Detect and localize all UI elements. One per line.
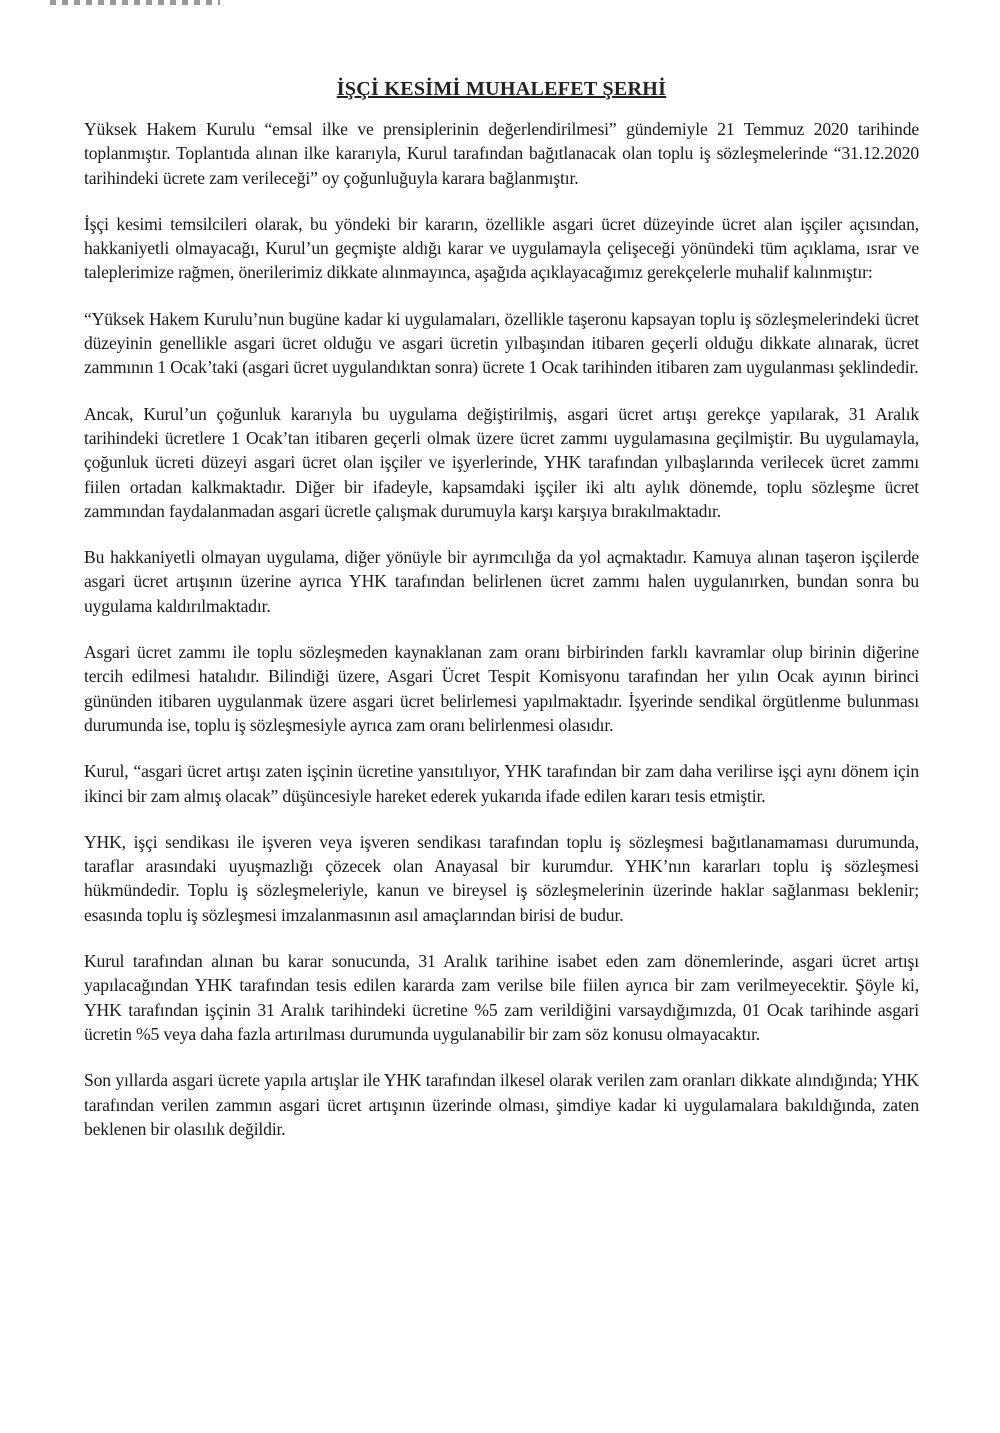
paragraph: Bu hakkaniyetli olmayan uygulama, diğer yönüyle bir ayrımcılığa da yol açmaktadır. Kamuya alınan taşeron işçilerde asgari ücret artışının üzerine ayrıca YHK tarafından belirlenen ücret zammı halen uygulanırken, bundan sonra bu uygulama kaldırılmaktadır. <box>84 547 919 616</box>
paragraph: Kurul, “asgari ücret artışı zaten işçinin ücretine yansıtılıyor, YHK tarafından bir zam daha verilirse işçi aynı dönem için ikinci bir zam almış olacak” düşüncesiyle hareket ederek yukarıda ifade edilen kararı tesis etmiştir. <box>84 761 919 806</box>
paragraph: İşçi kesimi temsilcileri olarak, bu yöndeki bir kararın, özellikle asgari ücret düzeyinde ücret alan işçiler açısından, hakkaniyetli olmayacağı, Kurul’un geçmişte aldığı karar ve uygulamayla çelişeceği yönündeki tüm açıklama, ısrar ve taleplerimize rağmen, önerilerimiz dikkate alınmayınca, aşağıda açıklayacağımız gerekçelerle muhalif kalınmıştır: <box>84 213 919 283</box>
paragraph: Yüksek Hakem Kurulu “emsal ilke ve prensiplerinin değerlendirilmesi” gündemiyle 21 Temmuz 2020 tarihinde toplanmıştır. Toplantıda alınan ilke kararıyla, Kurul tarafından bağıtlanacak olan toplu iş sözleşmelerinde “31.12.2020 tarihindeki ücrete zam verileceği” oy çoğunluğuyla karara bağlanmıştır. <box>84 119 919 188</box>
paragraph: “Yüksek Hakem Kurulu’nun bugüne kadar ki uygulamaları, özellikle taşeronu kapsayan toplu iş sözleşmelerindeki ücret düzeyinin genellikle asgari ücret olduğu ve asgari ücretin yılbaşından itibaren geçerli olduğu dikkate alınarak, ücret zammının 1 Ocak’taki (asgari ücret uygulandıktan sonra) ücrete 1 Ocak tarihinden itibaren zam uygulanması şeklindedir. <box>84 308 919 378</box>
paragraph: YHK, işçi sendikası ile işveren veya işveren sendikası tarafından toplu iş sözleşmesi bağıtlanamaması durumunda, taraflar arasındaki uyuşmazlığı çözecek olan Anayasal bir kurumdur. YHK’nın kararları toplu iş sözleşmesi hükmündedir. Toplu iş sözleşmeleriyle, kanun ve bireysel iş sözleşmelerinin üzerinde haklar sağlanması beklenir; esasında toplu iş sözleşmesi imzalanmasının asıl amaçlarından birisi de budur. <box>84 831 919 925</box>
scan-artifact <box>50 0 220 5</box>
paragraph: Ancak, Kurul’un çoğunluk kararıyla bu uygulama değiştirilmiş, asgari ücret artışı gerekçe yapılarak, 31 Aralık tarihindeki ücretlere 1 Ocak’tan itibaren geçerli olmak üzere ücret zammı uygulamasına geçilmiştir. Bu uygulamayla, çoğunluk ücreti düzeyi asgari ücret olan işçiler ve işyerlerinde, YHK tarafından yılbaşlarında verilecek ücret zammı fiilen ortadan kalkmaktadır. Diğer bir ifadeyle, kapsamdaki işçiler iki altı aylık dönemde, toplu sözleşme ücret zammından faydalanmadan asgari ücretle çalışmak durumuyla karşı karşıya bırakılmaktadır. <box>84 403 919 521</box>
document-page <box>84 78 919 1163</box>
paragraph: Asgari ücret zammı ile toplu sözleşmeden kaynaklanan zam oranı birbirinden farklı kavramlar olup birinin diğerine tercih edilmesi hatalıdır. Bilindiği üzere, Asgari Ücret Tespit Komisyonu tarafından her yılın Ocak ayının birinci gününden itibaren uygulanmak üzere asgari ücret belirlemesi yapılmaktadır. İşyerinde sendikal örgütlenme bulunması durumunda ise, toplu iş sözleşmesiyle ayrıca zam oranı belirlenmesi olasıdır. <box>84 642 919 735</box>
document-title: İŞÇİ KESİMİ MUHALEFET ŞERHİ <box>336 78 667 100</box>
paragraph: Kurul tarafından alınan bu karar sonucunda, 31 Aralık tarihine isabet eden zam dönemlerinde, asgari ücret artışı yapılacağından YHK tarafından tesis edilen kararda zam verilse bile fiilen ayrıca bir zam verilmeyecektir. Şöyle ki, YHK tarafından işçinin 31 Aralık tarihindeki ücretine %5 zam verildiğini varsaydığımızda, 01 Ocak tarihinde asgari ücretin %5 veya daha fazla artırılması durumunda uygulanabilir bir zam söz konusu olmayacaktır. <box>84 951 919 1044</box>
paragraph: Son yıllarda asgari ücrete yapıla artışlar ile YHK tarafından ilkesel olarak verilen zam oranları dikkate alındığında; YHK tarafından verilen zammın asgari ücret artışının üzerinde olması, şimdiye kadar ki uygulamalara bakıldığında, zaten beklenen bir olasılık değildir. <box>84 1070 919 1139</box>
